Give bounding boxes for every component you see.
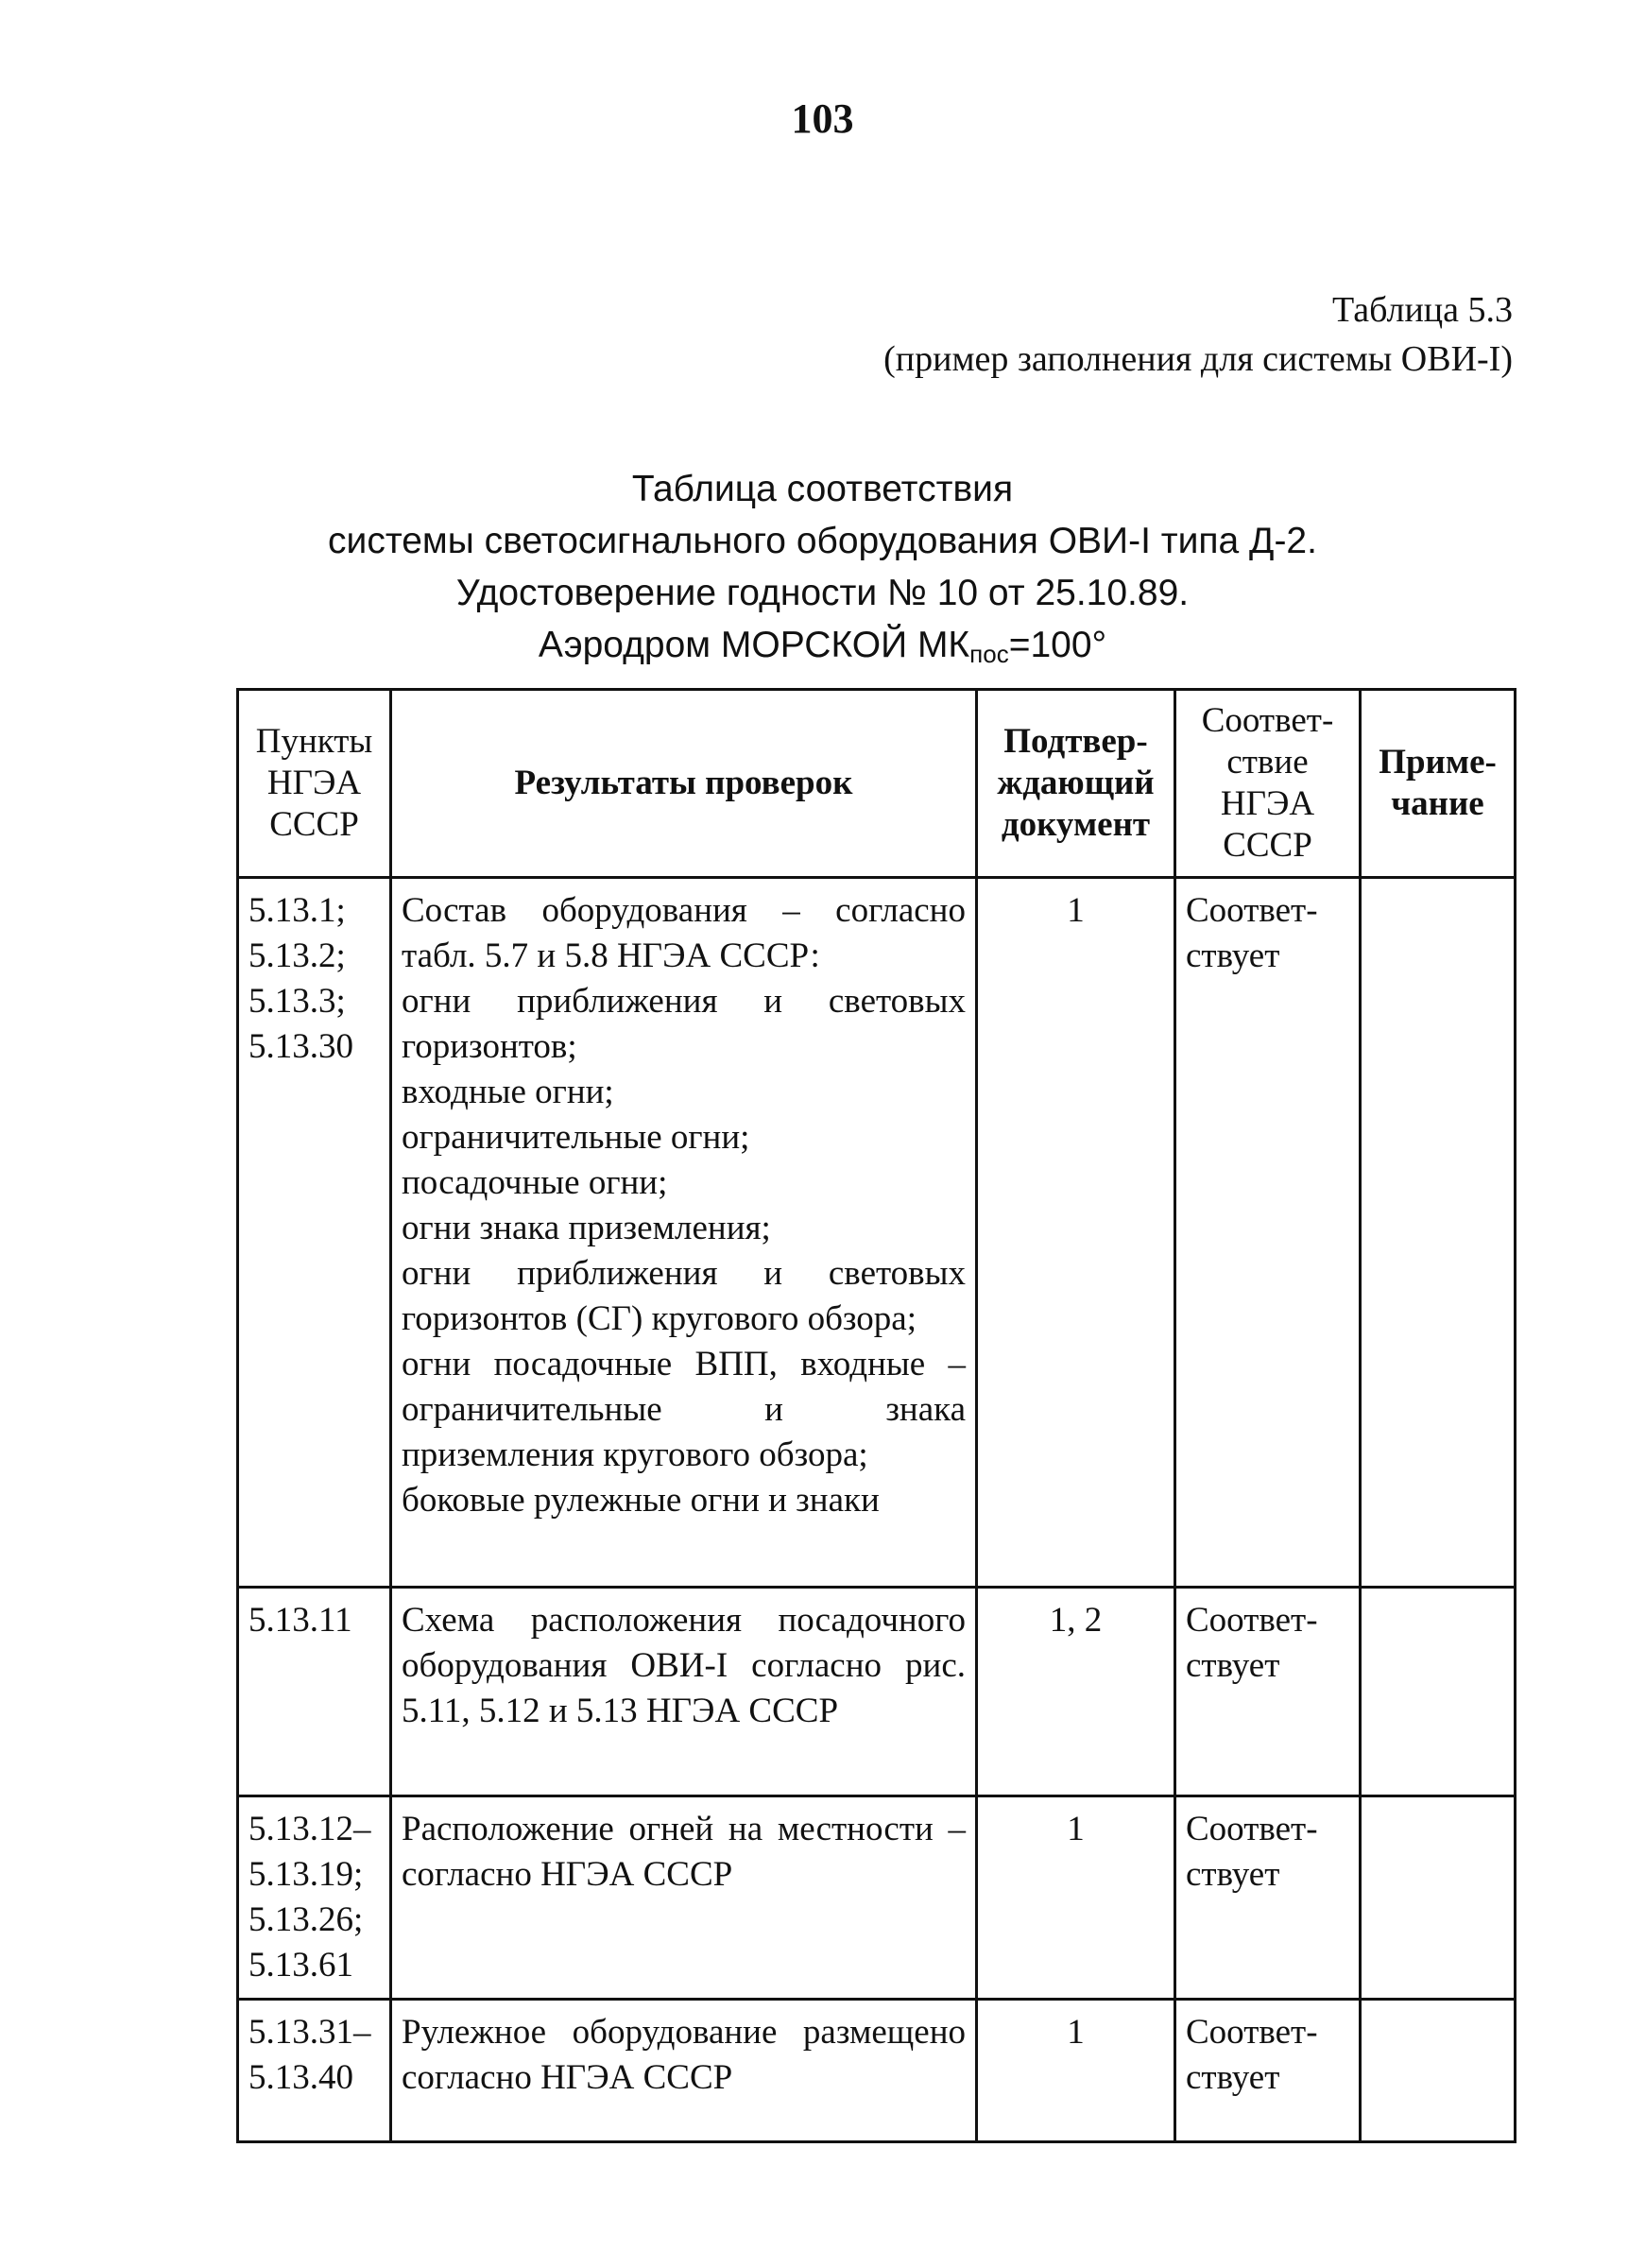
heading-line-2: системы светосигнального оборудования ОВИ-I типа Д-2. bbox=[328, 521, 1317, 561]
header-document: Подтвер-ждающий документ bbox=[977, 690, 1175, 878]
result-line: огни приближения и световых горизонтов; bbox=[402, 982, 966, 1066]
table-row bbox=[238, 1796, 1516, 2000]
cell-results bbox=[391, 1796, 977, 2000]
table-heading bbox=[0, 463, 1645, 680]
header-results: Результаты проверок bbox=[391, 690, 977, 878]
result-line: огни приближения и световых горизонтов (СГ) кругового обзора; bbox=[402, 1254, 966, 1338]
cell-compliance: Соответ-ствует bbox=[1175, 878, 1361, 1588]
cell-document: 1 bbox=[977, 1796, 1175, 2000]
cell-document: 1 bbox=[977, 2000, 1175, 2142]
result-line: входные огни; bbox=[402, 1073, 614, 1111]
result-line: огни посадочные ВПП, входные – ограничительные и знака приземления кругового обзора; bbox=[402, 1345, 966, 1474]
table-label bbox=[883, 285, 1513, 384]
cell-note bbox=[1361, 1796, 1516, 2000]
heading-course: =100° bbox=[1008, 625, 1107, 665]
result-line: Расположение огней на местности – согласно НГЭА СССР bbox=[402, 1810, 966, 1894]
header-note: Приме-чание bbox=[1361, 690, 1516, 878]
cell-compliance: Соответ-ствует bbox=[1175, 2000, 1361, 2142]
heading-subscript: пос bbox=[969, 640, 1009, 668]
compliance-table bbox=[236, 688, 1516, 2143]
heading-line-4 bbox=[0, 619, 1645, 680]
table-row bbox=[238, 1588, 1516, 1796]
table-row bbox=[238, 878, 1516, 1588]
cell-compliance: Соответ-ствует bbox=[1175, 1796, 1361, 2000]
table-row bbox=[238, 2000, 1516, 2142]
cell-results bbox=[391, 2000, 977, 2142]
result-line: Состав оборудования – согласно табл. 5.7 и 5.8 НГЭА СССР: bbox=[402, 891, 966, 975]
result-line: огни знака приземления; bbox=[402, 1209, 771, 1247]
cell-points: 5.13.1; 5.13.2; 5.13.3; 5.13.30 bbox=[238, 878, 391, 1588]
result-line: посадочные огни; bbox=[402, 1163, 668, 1202]
cell-results bbox=[391, 1588, 977, 1796]
result-line: Рулежное оборудование размещено согласно НГЭА СССР bbox=[402, 2013, 966, 2097]
cell-document: 1, 2 bbox=[977, 1588, 1175, 1796]
heading-line-3: Удостоверение годности № 10 от 25.10.89. bbox=[455, 573, 1190, 613]
cell-points: 5.13.31– 5.13.40 bbox=[238, 2000, 391, 2142]
result-line: боковые рулежные огни и знаки bbox=[402, 1481, 880, 1520]
cell-note bbox=[1361, 878, 1516, 1588]
cell-document: 1 bbox=[977, 878, 1175, 1588]
table-header-row bbox=[238, 690, 1516, 878]
header-points: Пункты НГЭА СССР bbox=[238, 690, 391, 878]
heading-aerodrome: Аэродром МОРСКОЙ МК bbox=[538, 625, 970, 665]
cell-points: 5.13.12– 5.13.19; 5.13.26; 5.13.61 bbox=[238, 1796, 391, 2000]
page-number: 103 bbox=[791, 95, 854, 142]
header-compliance: Соответ-ствие НГЭА СССР bbox=[1175, 690, 1361, 878]
heading-line-1: Таблица соответствия bbox=[631, 469, 1014, 509]
cell-compliance: Соответ-ствует bbox=[1175, 1588, 1361, 1796]
table-label-number: Таблица 5.3 bbox=[1331, 290, 1513, 330]
result-line: Схема расположения посадочного оборудования ОВИ-I согласно рис. 5.11, 5.12 и 5.13 НГЭА СССР bbox=[402, 1601, 966, 1730]
table-label-caption: (пример заполнения для системы ОВИ-I) bbox=[883, 339, 1513, 379]
result-line: ограничительные огни; bbox=[402, 1118, 750, 1157]
cell-note bbox=[1361, 1588, 1516, 1796]
cell-results bbox=[391, 878, 977, 1588]
cell-points: 5.13.11 bbox=[238, 1588, 391, 1796]
cell-note bbox=[1361, 2000, 1516, 2142]
